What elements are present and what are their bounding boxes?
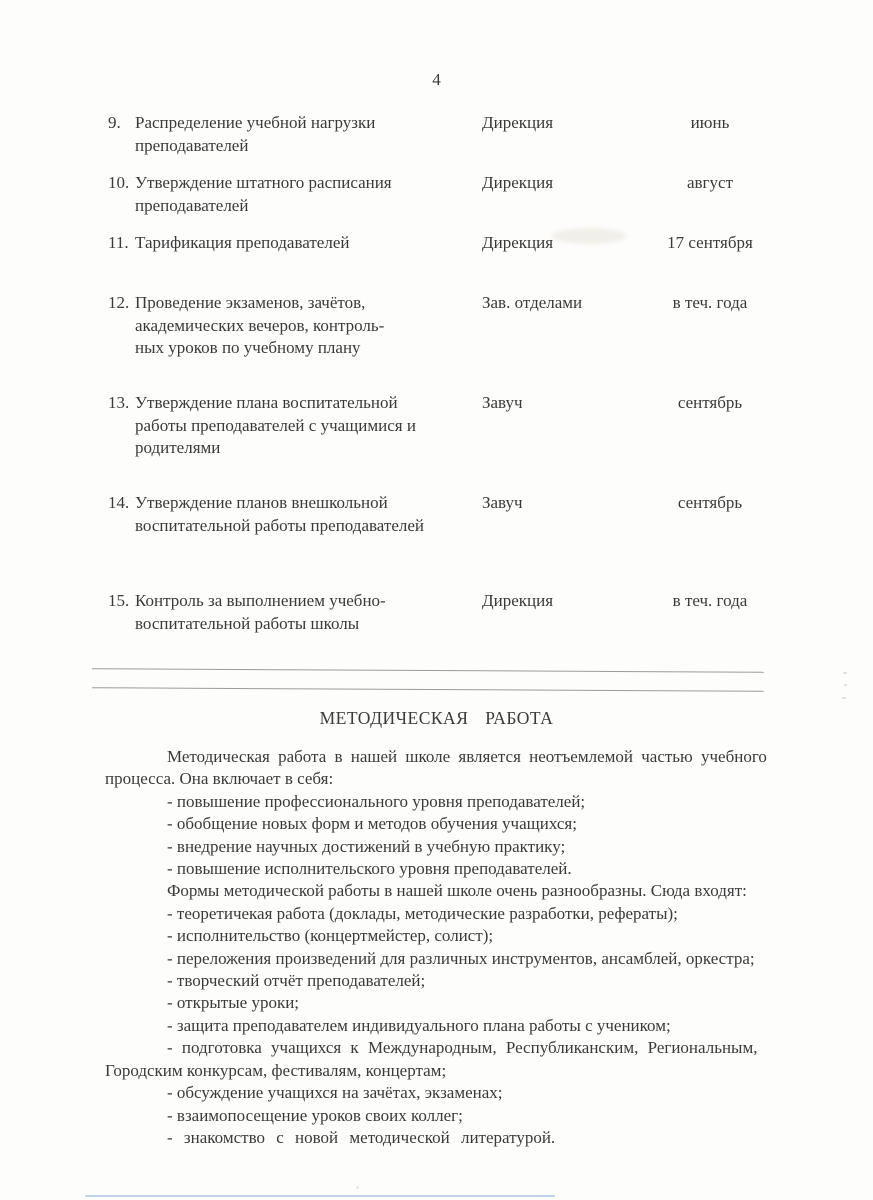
item-number: 13. [108,393,130,412]
method-line: Методическая работа в нашей школе является неотъемлемой частью учебного [167,747,767,766]
task-text: Тарификация преподавателей [135,233,350,252]
method-line: - творческий отчёт преподавателей; [167,971,426,991]
time-cell: сентябрь [677,393,743,412]
bottom-scan-line [85,1195,555,1197]
responsible-cell: Дирекция [482,173,554,192]
method-line: - повышение исполнительского уровня преподавателей. [167,859,572,879]
responsible-cell: Завуч [482,393,523,412]
method-line: - исполнительство (концертмейстер, солист); [167,926,494,946]
method-line: - обсуждение учащихся на зачётах, экзаменах; [167,1083,503,1103]
task-cell [108,112,448,157]
method-line: Формы методической работы в нашей школе очень разнообразны. Сюда входят: [167,881,747,901]
task-cell [108,232,448,255]
task-cell [108,172,448,217]
scan-smudge [552,228,626,244]
scan-speck [844,684,847,686]
scan-speck [843,672,847,674]
method-line: - открытые уроки; [167,993,300,1013]
task-text: Проведение экзаменов, зачётов, академических вечеров, контроль- ных уроков по учебному плану [135,293,385,357]
item-number: 11. [108,233,129,252]
responsible-cell: Дирекция [482,113,554,132]
method-line: - повышение профессионального уровня преподавателей; [167,791,586,811]
method-line: - теоретичекая работа (доклады, методические разработки, рефераты); [167,903,678,923]
item-number: 15. [108,591,130,610]
scan-speck [842,697,846,699]
scan-speck [356,1186,359,1189]
time-cell: август [686,173,734,192]
method-line: - подготовка учащихся к Международным, Республиканским, Региональным, [167,1038,758,1058]
task-text: Утверждение штатного расписания преподавателей [135,173,392,215]
method-line: - защита преподавателем индивидуального плана работы с учеником; [167,1015,671,1035]
task-text: Утверждение планов внешкольной воспитательной работы преподавателей [135,493,424,535]
time-cell: июнь [690,113,730,132]
task-cell [108,292,448,360]
task-cell [108,590,448,635]
task-text: Распределение учебной нагрузки преподавателей [135,113,376,155]
method-line: - обобщение новых форм и методов обучения учащихся; [167,814,577,834]
method-text [105,746,797,1149]
item-number: 14. [108,493,130,512]
divider-line-1 [92,668,764,673]
responsible-cell: Завуч [482,493,523,512]
responsible-cell: Дирекция [482,591,554,610]
method-line: процесса. Она включает в себя: [105,769,334,789]
divider-line-2 [92,687,764,692]
item-number: 9. [108,113,121,132]
time-cell: в теч. года [672,293,748,312]
task-cell [108,492,448,537]
method-line: Городским конкурсам, фестивалям, концертам; [105,1060,447,1080]
page-number: 4 [432,70,441,89]
time-cell: в теч. года [672,591,748,610]
time-cell: 17 сентября [667,233,753,252]
responsible-cell: Дирекция [482,233,554,252]
method-line: - знакомство с новой методической литературой. [167,1127,556,1147]
task-text: Контроль за выполнением учебно- воспитательной работы школы [135,591,386,633]
time-cell: сентябрь [677,493,743,512]
task-cell [108,392,448,460]
task-text: Утверждение плана воспитательной работы преподавателей с учащимися и родителями [135,393,416,457]
method-line: - внедрение научных достижений в учебную практику; [167,836,566,856]
responsible-cell: Зав. отделами [482,293,583,312]
item-number: 10. [108,173,130,192]
method-line: - переложения произведений для различных инструментов, ансамблей, оркестра; [167,948,755,968]
item-number: 12. [108,293,130,312]
section-title: МЕТОДИЧЕСКАЯ РАБОТА [319,708,554,728]
method-line: - взаимопосещение уроков своих коллег; [167,1105,463,1125]
